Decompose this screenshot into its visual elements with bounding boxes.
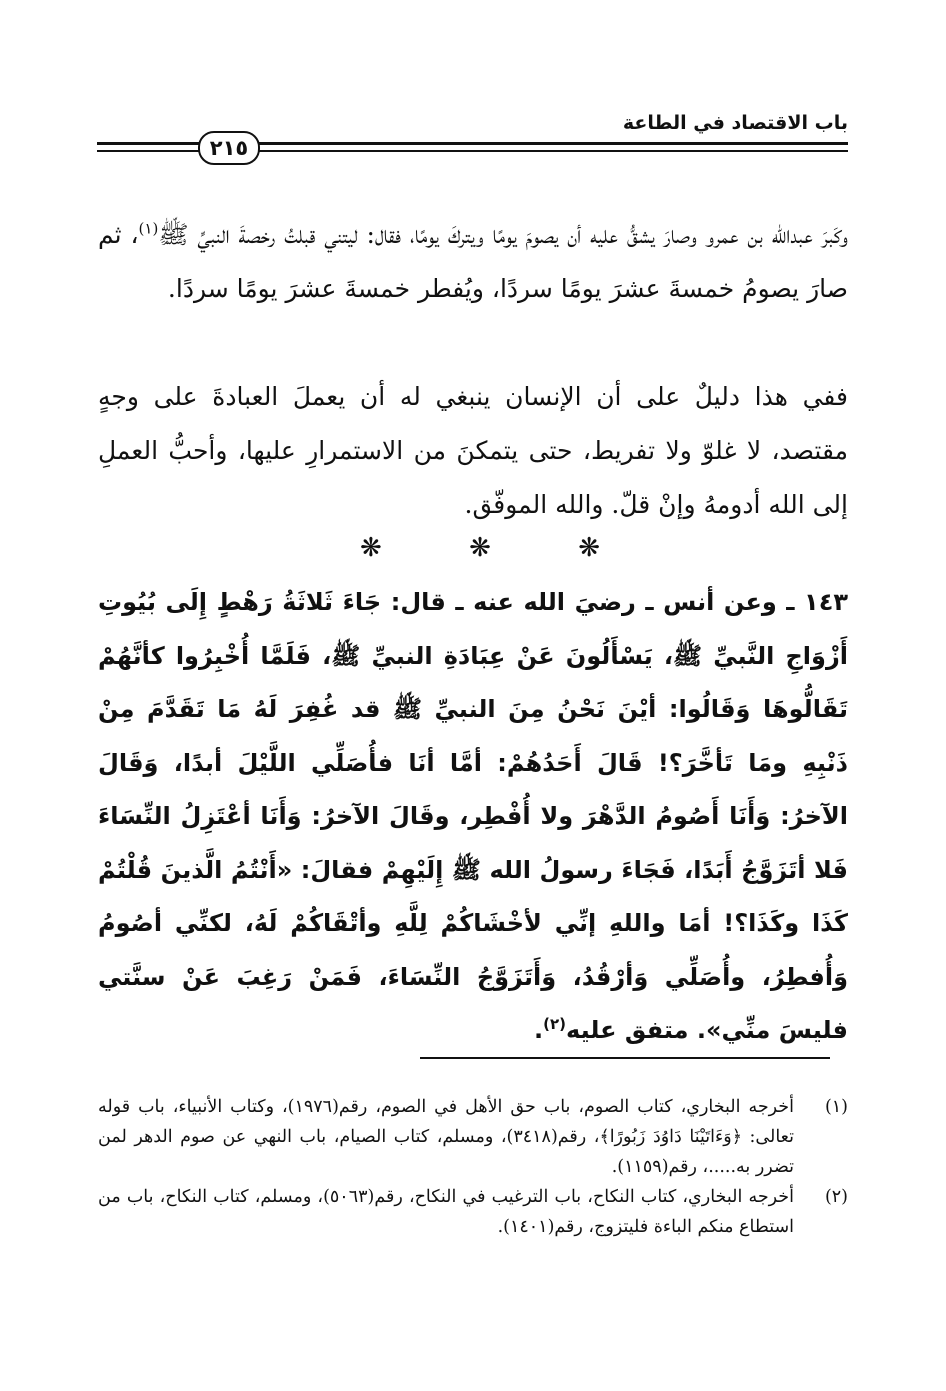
hadith-143: [98, 576, 848, 1058]
running-title: باب الاقتصاد في الطاعة: [622, 112, 848, 134]
paragraph-1: [98, 208, 848, 316]
footnote-ref-2[interactable]: (٢): [543, 1015, 567, 1033]
footnote-number: (١): [824, 1097, 848, 1117]
separator-star-icon: ❋: [578, 533, 600, 563]
hadith-end: .: [534, 1016, 544, 1044]
footnote-2: [98, 1182, 848, 1242]
footnote-number: (٢): [824, 1187, 848, 1207]
header-rule-thick: [255, 142, 848, 145]
footnote-1: [98, 1092, 848, 1182]
footnote-divider: [420, 1057, 830, 1059]
section-separator: [360, 533, 600, 563]
header-rule-left-thin: [97, 150, 200, 152]
page-number: ٢١٥: [198, 131, 260, 165]
footnote-text: أخرجه البخاري، كتاب الصوم، باب حق الأهل في الصوم، رقم(١٩٧٦)، وكتاب الأنبياء، باب قوله تعالى: ﴿وَءَاتَيْنَا دَاوُدَ زَبُورًا﴾، رقم(٣٤١٨)، ومسلم، كتاب الصيام، باب النهي عن صوم الدهر لمن تضرر به.....، رقم(١١٥٩).: [98, 1097, 794, 1177]
footnote-ref-1[interactable]: (١): [138, 219, 159, 238]
hadith-text: ١٤٣ ـ وعن أنس ـ رضيَ الله عنه ـ قال: جَاءَ ثَلاثَةُ رَهْطٍ إِلَى بُيُوتِ أَزْوَاجِ النَّبيِّ ﷺ، يَسْأَلُونَ عَنْ عِبَادَةِ النبيِّ ﷺ، فَلَمَّا أُخْبِرُوا كأنَّهُمْ تَقَالُّوهَا وَقَالُوا: أيْنَ نَحْنُ مِنَ النبيِّ ﷺ قد غُفِرَ لَهُ مَا تَقَدَّمَ مِنْ ذَنْبِهِ ومَا تَأخَّرَ؟! قَالَ أَحَدُهُمْ: أمَّا أنَا فأُصَلِّي اللَّيْلَ أبدًا، وَقَالَ الآخرُ: وَأَنَا أَصُومُ الدَّهْرَ ولا أُفْطِر، وقَالَ الآخرُ: وَأَنَا أعْتَزِلُ النِّسَاءَ فَلا أتَزَوَّجُ أَبَدًا، فَجَاءَ رسولُ الله ﷺ إِلَيْهِمْ فقالَ: «أَنْتُمُ الَّذينَ قُلْتُمْ كَذَا وكَذَا؟! أمَا واللهِ إنِّي لأخْشَاكُمْ لِلَّهِ وأتْقَاكُمْ لَهُ، لكنِّي أصُومُ وَأُفطِرُ، وأُصَلِّي وَأرْقُدُ، وَأَتَزَوَّجُ النِّسَاءَ، فَمَنْ رَغِبَ عَنْ سنَّتي فليسَ منِّي». متفق عليه: [98, 588, 848, 1044]
paragraph-2: ففي هذا دليلٌ على أن الإنسان ينبغي له أن يعملَ العبادةَ على وجهٍ مقتصد، لا غلوّ ولا تفريط، حتى يتمكنَ من الاستمرارِ عليها، وأحبُّ العملِ إلى الله أدومهُ وإنْ قلّ. والله الموفّق.: [98, 382, 848, 519]
header-rule-left-thick: [97, 142, 200, 145]
separator-star-icon: ❋: [469, 533, 491, 563]
footnote-text: أخرجه البخاري، كتاب النكاح، باب الترغيب في النكاح، رقم(٥٠٦٣)، ومسلم، كتاب النكاح، باب من استطاع منكم الباءة فليتزوج، رقم(١٤٠١).: [98, 1187, 794, 1237]
paragraph-1-end: ، ثم صارَ يصومُ خمسةَ عشرَ يومًا سردًا، ويُفطر خمسةَ عشرَ يومًا سردًا.: [98, 220, 848, 303]
paragraph-1-text: وكَبرَ عبدالله بن عمرو وصارَ يشقُّ عليه أن يصومَ يومًا ويتركَ يومًا، فقال: ليتني قبلتُ رخصةَ النبيِّ ﷺ: [158, 220, 848, 249]
separator-star-icon: ❋: [360, 533, 382, 563]
header-rule-thin: [255, 150, 848, 152]
footnotes: [98, 1092, 848, 1242]
